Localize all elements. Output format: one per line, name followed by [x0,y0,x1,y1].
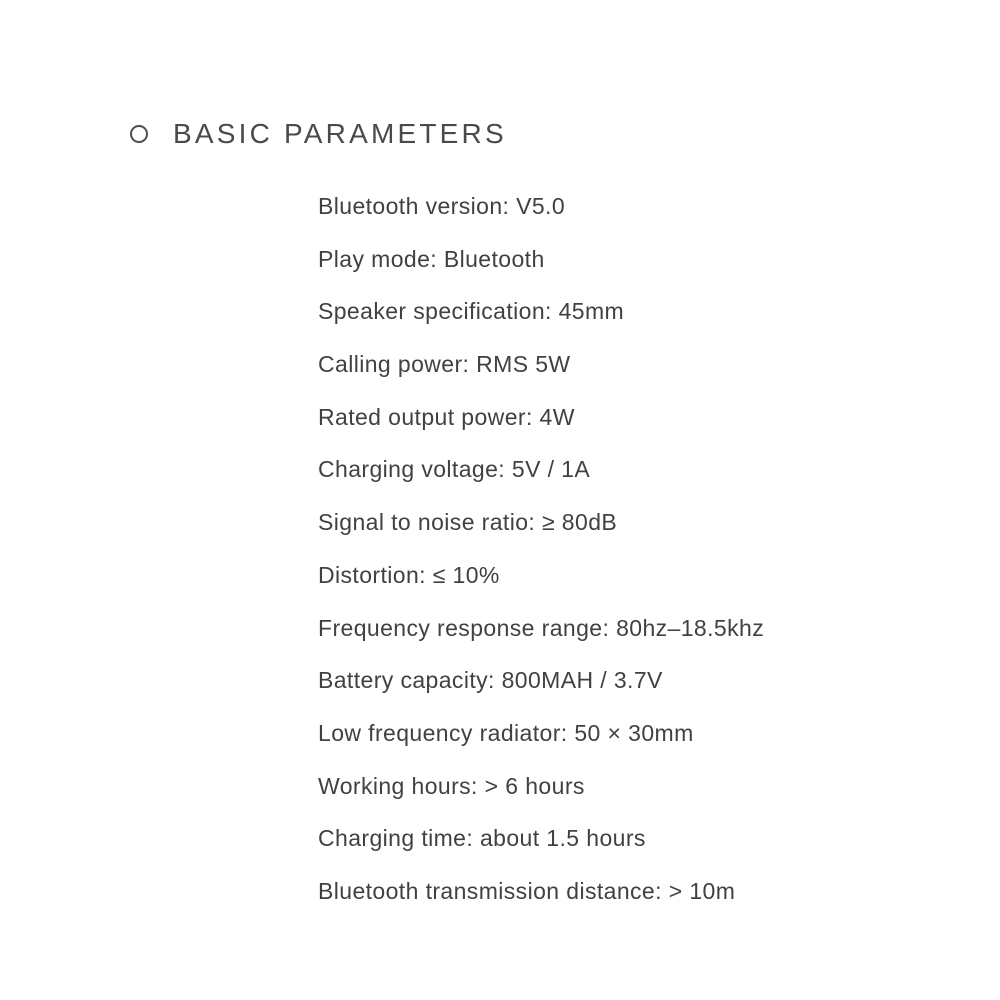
spec-line-calling-power: Calling power: RMS 5W [318,351,571,378]
section-title: BASIC PARAMETERS [173,118,507,149]
spec-line-bluetooth-transmission-distance: Bluetooth transmission distance: > 10m [318,877,736,904]
circle-outline-icon [130,125,148,143]
spec-line-rated-output-power: Rated output power: 4W [318,403,575,430]
spec-line-frequency-response-range: Frequency response range: 80hz–18.5khz [318,614,765,641]
spec-line-charging-time: Charging time: about 1.5 hours [318,825,646,852]
spec-line-signal-to-noise-ratio: Signal to noise ratio: ≥ 80dB [318,509,618,536]
spec-line-low-frequency-radiator: Low frequency radiator: 50 × 30mm [318,719,694,746]
section-header [130,118,507,150]
spec-list [318,180,764,918]
spec-line-play-mode: Play mode: Bluetooth [318,245,545,272]
spec-line-speaker-specification: Speaker specification: 45mm [318,298,625,325]
spec-line-working-hours: Working hours: > 6 hours [318,772,585,799]
spec-line-bluetooth-version: Bluetooth version: V5.0 [318,193,566,219]
spec-line-charging-voltage: Charging voltage: 5V / 1A [318,456,591,483]
spec-line-battery-capacity: Battery capacity: 800MAH / 3.7V [318,667,663,694]
spec-line-distortion: Distortion: ≤ 10% [318,561,500,588]
